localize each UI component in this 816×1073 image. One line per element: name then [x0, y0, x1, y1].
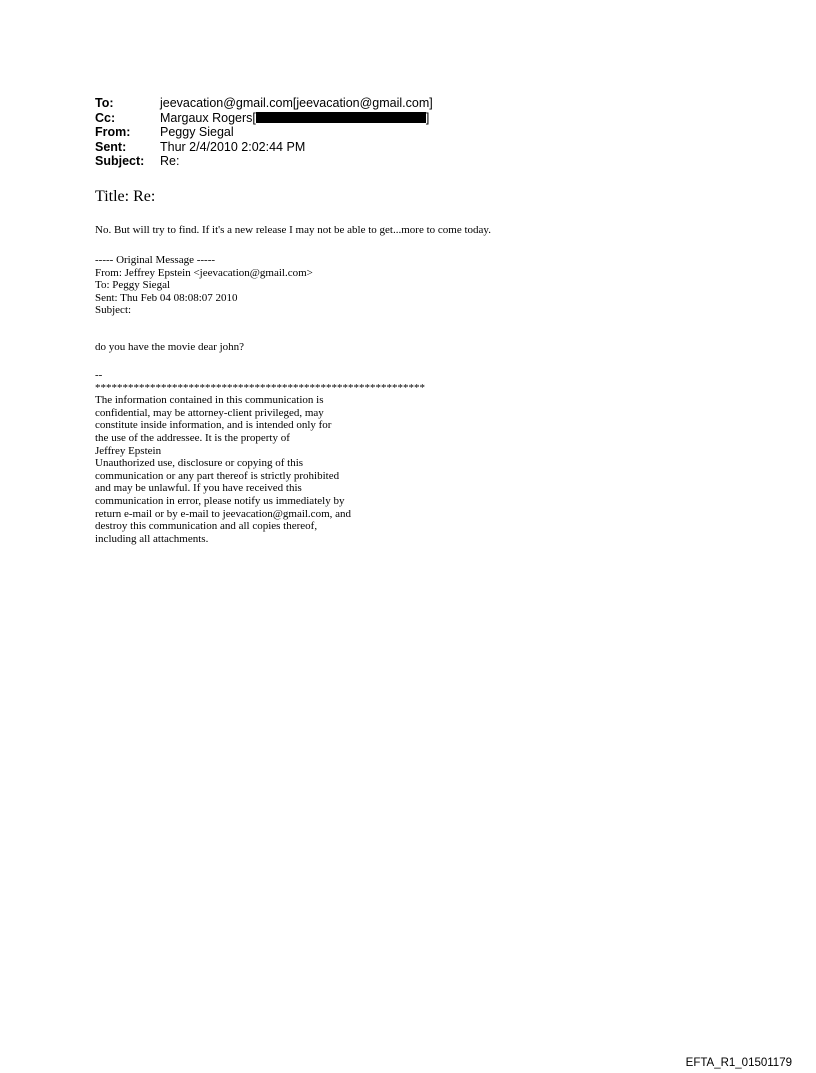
disclaimer-line: The information contained in this communication is	[95, 394, 324, 407]
from-label: From:	[95, 125, 131, 139]
sent-label: Sent:	[95, 139, 127, 154]
disclaimer-line: the use of the addressee. It is the property of	[95, 431, 290, 444]
signature-disclaimer-block	[95, 369, 425, 545]
original-message-block	[95, 254, 313, 317]
cc-row	[95, 111, 433, 126]
disclaimer-line: constitute inside information, and is intended only for	[95, 419, 332, 432]
email-title: Title: Re:	[95, 188, 156, 205]
original-message-line: To: Peggy Siegal	[95, 279, 171, 292]
subject-label: Subject:	[95, 154, 145, 168]
disclaimer-line: communication or any part thereof is strictly prohibited	[95, 469, 340, 482]
sent-value: Thur 2/4/2010 2:02:44 PM	[160, 139, 306, 154]
cc-close: ]	[425, 110, 430, 125]
to-label: To:	[95, 96, 114, 110]
to-value: jeevacation@gmail.com[jeevacation@gmail.com]	[160, 96, 433, 110]
original-message-line: Subject:	[95, 304, 132, 317]
disclaimer-line: Unauthorized use, disclosure or copying of this	[95, 457, 304, 470]
disclaimer-line: communication in error, please notify us immediately by	[95, 494, 345, 507]
to-row	[95, 96, 433, 111]
cc-name: Margaux Rogers[	[160, 110, 256, 125]
document-id-footer: EFTA_R1_01501179	[685, 1057, 792, 1069]
disclaimer-line: return e-mail or by e-mail to jeevacation@gmail.com, and	[95, 507, 352, 520]
cc-label: Cc:	[95, 110, 116, 125]
sent-row	[95, 140, 433, 155]
disclaimer-line: destroy this communication and all copies thereof,	[95, 520, 318, 533]
disclaimer-line: including all attachments.	[95, 532, 209, 545]
from-value: Peggy Siegal	[160, 125, 234, 139]
disclaimer-line: confidential, may be attorney-client privileged, may	[95, 406, 324, 419]
original-message-line: Sent: Thu Feb 04 08:08:07 2010	[95, 291, 238, 304]
cc-value	[160, 111, 429, 126]
signature-dash: --	[95, 369, 103, 381]
subject-value: Re:	[160, 154, 180, 168]
email-header-block	[95, 96, 433, 169]
original-message-line: ----- Original Message -----	[95, 254, 216, 266]
subject-row	[95, 154, 433, 169]
signature-stars: ************************************************************	[95, 381, 425, 394]
question-text: do you have the movie dear john?	[95, 341, 245, 353]
reply-text: No. But will try to find. If it's a new release I may not be able to get...more to come today.	[95, 224, 491, 236]
original-message-line: From: Jeffrey Epstein <jeevacation@gmail.com>	[95, 266, 313, 279]
disclaimer-line: Jeffrey Epstein	[95, 444, 162, 457]
from-row	[95, 125, 433, 140]
disclaimer-line: and may be unlawful. If you have received this	[95, 482, 302, 495]
redaction-bar	[256, 112, 426, 123]
